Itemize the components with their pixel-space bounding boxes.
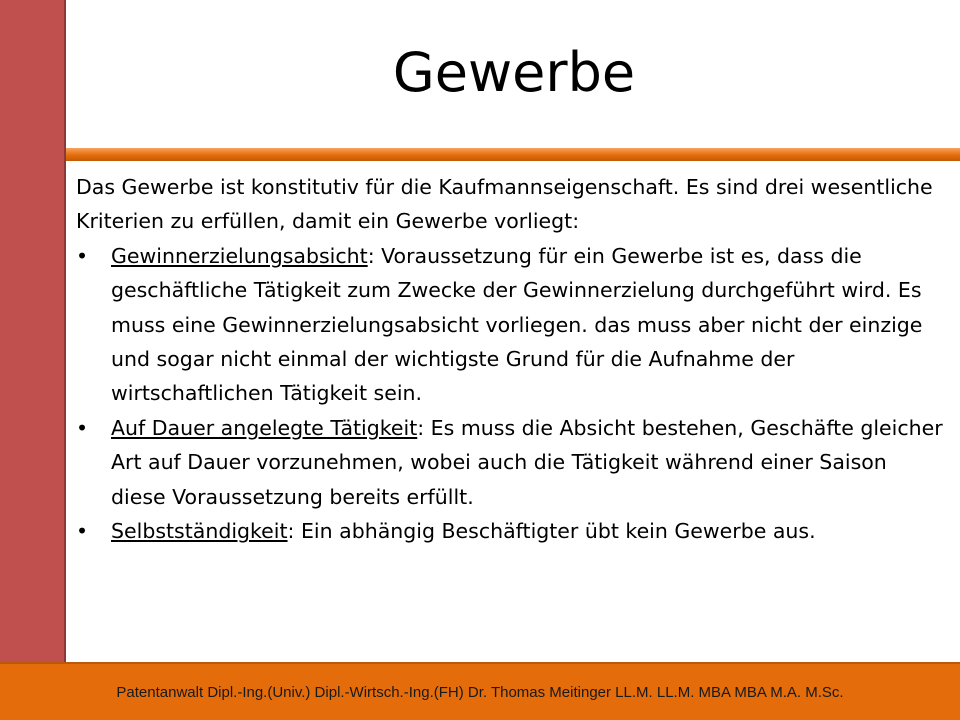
- list-item: [76, 239, 946, 411]
- criterion-description: : Ein abhängig Beschäftigter übt kein Gewerbe aus.: [287, 519, 816, 544]
- slide-title: Gewerbe: [392, 41, 636, 104]
- list-item: [76, 514, 946, 548]
- bullet-icon: •: [76, 415, 89, 440]
- criterion-term: Auf Dauer angelegte Tätigkeit: [111, 415, 418, 440]
- list-item: [76, 411, 946, 514]
- intro-paragraph: Das Gewerbe ist konstitutiv für die Kaufmannseigenschaft. Es sind drei wesentliche Kriterien zu erfüllen, damit ein Gewerbe vorliegt:: [76, 175, 933, 234]
- criteria-list: [76, 239, 946, 549]
- footer-author-text: Patentanwalt Dipl.-Ing.(Univ.) Dipl.-Wirtsch.-Ing.(FH) Dr. Thomas Meitinger LL.M. LL.M. MBA MBA M.A. M.Sc.: [116, 683, 844, 701]
- bullet-icon: •: [76, 243, 89, 268]
- left-accent-bar: [0, 0, 66, 662]
- criterion-description: : Voraussetzung für ein Gewerbe ist es, dass die geschäftliche Tätigkeit zum Zwecke der Gewinnerzielung durchgeführt wird. Es muss eine Gewinnerzielungsabsicht vorliegen. das muss aber nicht der einzige und sogar nicht einmal der wichtigste Grund für die Aufnahme der wirtschaftlichen Tätigkeit sein.: [111, 243, 923, 406]
- criterion-term: Selbstständigkeit: [111, 519, 288, 544]
- criterion-term: Gewinnerzielungsabsicht: [111, 243, 368, 268]
- slide-content: [76, 170, 946, 548]
- title-divider-line: [66, 148, 960, 161]
- criterion-description: : Es muss die Absicht bestehen, Geschäfte gleicher Art auf Dauer vorzunehmen, wobei auch die Tätigkeit während einer Saison diese Voraussetzung bereits erfüllt.: [111, 415, 943, 509]
- footer-bar: [0, 662, 960, 720]
- bullet-icon: •: [76, 519, 89, 544]
